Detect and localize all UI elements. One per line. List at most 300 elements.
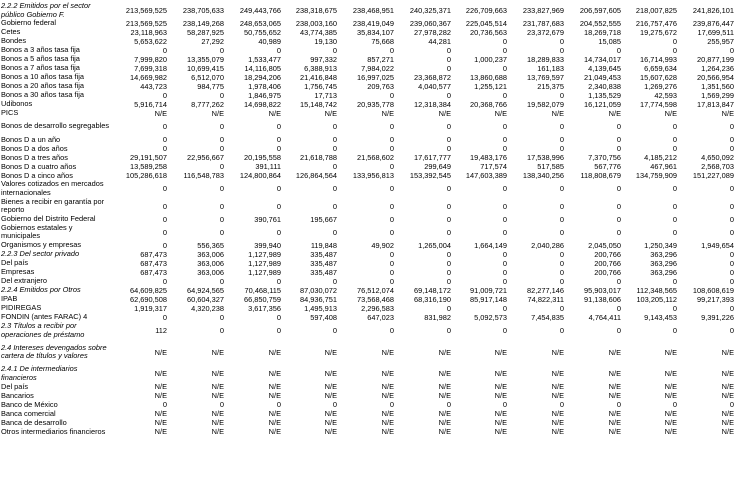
cell-value: 0 (559, 258, 564, 268)
cell-value: N/E (721, 418, 734, 428)
table-row (0, 46, 735, 55)
cell-value: N/E (324, 391, 337, 401)
cell-value: 1,351,560 (701, 82, 734, 92)
cell-value: 248,653,065 (239, 19, 281, 29)
cell-value: N/E (268, 391, 281, 401)
cell-value: 0 (389, 258, 394, 268)
cell-value: N/E (381, 427, 394, 437)
table-row (0, 400, 735, 409)
cell-value: 1,000,237 (474, 55, 507, 65)
cell-value: 0 (276, 227, 281, 237)
cell-value: 997,332 (310, 55, 337, 65)
cell-value: 363,296 (650, 267, 677, 277)
cell-value: N/E (381, 382, 394, 392)
cell-value: N/E (154, 369, 167, 379)
cell-value: 0 (502, 46, 507, 56)
cell-value: 0 (672, 326, 677, 336)
cell-value: 0 (332, 184, 337, 194)
cell-value: 0 (672, 46, 677, 56)
cell-value: N/E (268, 409, 281, 419)
cell-value: N/E (438, 109, 451, 119)
cell-value: 0 (446, 46, 451, 56)
cell-value: 0 (729, 214, 734, 224)
table-row (0, 2, 735, 19)
cell-value: 20,566,954 (697, 73, 734, 83)
cell-value: N/E (551, 418, 564, 428)
cell-value: 0 (672, 276, 677, 286)
cell-value: 0 (219, 214, 224, 224)
row-label: Bonos D a cuatro años (1, 162, 77, 171)
cell-value: 29,191,507 (130, 153, 167, 163)
cell-value: 1,135,529 (588, 91, 621, 101)
table-row (0, 365, 735, 382)
cell-value: 363,006 (197, 258, 224, 268)
cell-value: N/E (154, 391, 167, 401)
cell-value: 0 (672, 135, 677, 145)
table-row (0, 162, 735, 171)
cell-value: 0 (446, 55, 451, 65)
cell-value: N/E (154, 109, 167, 119)
cell-value: 49,902 (371, 240, 394, 250)
row-label: Bienes a recibir en garantía por reporto (1, 197, 105, 215)
cell-value: 14,669,982 (130, 73, 167, 83)
cell-value: N/E (438, 391, 451, 401)
cell-value: N/E (608, 409, 621, 419)
cell-value: 1,846,975 (248, 91, 281, 101)
cell-value: N/E (154, 418, 167, 428)
cell-value: 82,277,146 (527, 285, 564, 295)
row-label: Bonos a 3 años tasa fija (1, 46, 80, 55)
cell-value: 13,355,079 (187, 55, 224, 65)
cell-value: 10,699,415 (187, 64, 224, 74)
cell-value: 35,834,107 (357, 28, 394, 38)
table-row (0, 55, 735, 64)
cell-value: 0 (672, 227, 677, 237)
cell-value: N/E (551, 409, 564, 419)
cell-value: 0 (502, 400, 507, 410)
cell-value: N/E (721, 109, 734, 119)
cell-value: N/E (494, 391, 507, 401)
cell-value: 0 (446, 303, 451, 313)
cell-value: 4,650,092 (701, 153, 734, 163)
cell-value: 5,916,714 (134, 100, 167, 110)
row-label: Bonos a 10 años tasa fija (1, 73, 84, 82)
cell-value: 231,787,683 (522, 19, 564, 29)
table-row (0, 409, 735, 418)
cell-value: 50,755,652 (244, 28, 281, 38)
cell-value: 0 (446, 201, 451, 211)
table-row (0, 313, 735, 322)
cell-value: N/E (211, 418, 224, 428)
cell-value: 240,325,371 (409, 6, 451, 16)
cell-value: 70,468,115 (244, 285, 281, 295)
cell-value: 215,375 (537, 82, 564, 92)
cell-value: 0 (672, 214, 677, 224)
cell-value: N/E (608, 369, 621, 379)
cell-value: 17,617,777 (414, 153, 451, 163)
row-label: Bondes (1, 37, 27, 46)
cell-value: 0 (219, 162, 224, 172)
cell-value: 0 (446, 91, 451, 101)
cell-value: 0 (559, 214, 564, 224)
row-label: Organismos y empresas (1, 240, 82, 250)
cell-value: 226,709,663 (465, 6, 507, 16)
cell-value: 20,935,778 (357, 100, 394, 110)
cell-value: 238,318,675 (295, 6, 337, 16)
table-row (0, 382, 735, 391)
cell-value: 0 (276, 400, 281, 410)
cell-value: N/E (608, 427, 621, 437)
cell-value: 12,318,384 (414, 100, 451, 110)
cell-value: 238,003,160 (295, 19, 337, 29)
cell-value: 597,408 (310, 312, 337, 322)
cell-value: 0 (559, 400, 564, 410)
cell-value: N/E (494, 427, 507, 437)
cell-value: N/E (211, 347, 224, 357)
row-label: Valores cotizados en mercados internacionales (1, 180, 104, 197)
cell-value: 7,454,835 (531, 312, 564, 322)
cell-value: 4,764,411 (588, 312, 621, 322)
cell-value: 85,917,148 (470, 294, 507, 304)
cell-value: 14,734,017 (584, 55, 621, 65)
cell-value: N/E (154, 382, 167, 392)
cell-value: N/E (664, 369, 677, 379)
cell-value: 0 (446, 249, 451, 259)
cell-value: 0 (162, 312, 167, 322)
cell-value: 239,876,447 (692, 19, 734, 29)
cell-value: 0 (502, 144, 507, 154)
cell-value: N/E (494, 382, 507, 392)
cell-value: 0 (502, 122, 507, 132)
cell-value: 0 (219, 276, 224, 286)
cell-value: 0 (276, 122, 281, 132)
row-label: Bonos a 5 años tasa fija (1, 55, 80, 64)
cell-value: N/E (551, 382, 564, 392)
cell-value: 1,949,654 (701, 240, 734, 250)
cell-value: 0 (389, 135, 394, 145)
row-label: FONDIN (antes FARAC) 4 (1, 312, 88, 322)
cell-value: 0 (616, 201, 621, 211)
row-label: Gobiernos estatales y municipales (1, 223, 73, 241)
cell-value: 7,999,820 (134, 55, 167, 65)
cell-value: 75,668 (371, 37, 394, 47)
cell-value: 60,604,327 (187, 294, 224, 304)
cell-value: 74,822,311 (527, 294, 564, 304)
cell-value: 399,940 (254, 240, 281, 250)
cell-value: 0 (616, 122, 621, 132)
cell-value: N/E (438, 418, 451, 428)
cell-value: 0 (729, 227, 734, 237)
cell-value: N/E (381, 391, 394, 401)
cell-value: 0 (389, 276, 394, 286)
row-label: 2.3 Títulos a recibir por operaciones de préstamo (1, 321, 85, 339)
cell-value: 21,049,453 (584, 73, 621, 83)
cell-value: 4,185,212 (644, 153, 677, 163)
cell-value: 16,121,059 (584, 100, 621, 110)
cell-value: 1,533,477 (248, 55, 281, 65)
cell-value: 21,568,602 (357, 153, 394, 163)
cell-value: N/E (268, 382, 281, 392)
cell-value: 99,217,393 (697, 294, 734, 304)
row-label: 2.2.4 Emitidos por Otros (1, 285, 81, 295)
cell-value: 0 (502, 135, 507, 145)
table-row (0, 224, 735, 241)
row-label: Cetes (1, 28, 21, 37)
cell-value: 1,265,004 (418, 240, 451, 250)
cell-value: N/E (268, 369, 281, 379)
cell-value: 0 (502, 249, 507, 259)
cell-value: N/E (381, 109, 394, 119)
cell-value: 21,618,788 (300, 153, 337, 163)
cell-value: 0 (729, 326, 734, 336)
cell-value: 0 (559, 91, 564, 101)
cell-value: 147,603,389 (465, 171, 507, 181)
cell-value: 363,296 (650, 249, 677, 259)
cell-value: 42,593 (654, 91, 677, 101)
cell-value: 0 (559, 326, 564, 336)
cell-value: 4,320,238 (191, 303, 224, 313)
table-row (0, 28, 735, 37)
cell-value: 0 (276, 46, 281, 56)
cell-value: 112 (155, 326, 167, 336)
cell-value: 687,473 (140, 267, 167, 277)
cell-value: 0 (559, 227, 564, 237)
cell-value: 249,443,766 (239, 6, 281, 16)
row-label: Bonos D a un año (1, 135, 61, 144)
cell-value: 161,183 (537, 64, 564, 74)
cell-value: 84,936,751 (300, 294, 337, 304)
cell-value: N/E (211, 369, 224, 379)
cell-value: 0 (729, 276, 734, 286)
cell-value: 6,659,634 (644, 64, 677, 74)
cell-value: 213,569,525 (125, 19, 167, 29)
cell-value: 0 (446, 122, 451, 132)
cell-value: N/E (381, 409, 394, 419)
cell-value: 14,698,822 (244, 100, 281, 110)
cell-value: 0 (729, 184, 734, 194)
cell-value: 0 (446, 267, 451, 277)
cell-value: 0 (559, 144, 564, 154)
cell-value: 0 (219, 91, 224, 101)
cell-value: 8,777,262 (191, 100, 224, 110)
row-label: Bonos D a tres años (1, 153, 68, 162)
cell-value: 0 (332, 46, 337, 56)
cell-value: 2,296,583 (361, 303, 394, 313)
row-label: PICS (1, 109, 19, 118)
cell-value: 0 (616, 135, 621, 145)
cell-value: N/E (608, 418, 621, 428)
cell-value: 0 (446, 214, 451, 224)
row-label: Banca comercial (1, 409, 56, 418)
cell-value: N/E (381, 418, 394, 428)
cell-value: 0 (446, 326, 451, 336)
cell-value: 19,483,176 (470, 153, 507, 163)
cell-value: 91,009,721 (470, 285, 507, 295)
cell-value: 18,269,718 (584, 28, 621, 38)
cell-value: 239,060,367 (409, 19, 451, 29)
cell-value: 22,956,667 (187, 153, 224, 163)
cell-value: 21,416,848 (300, 73, 337, 83)
data-table (0, 2, 735, 436)
table-row (0, 241, 735, 250)
cell-value: 0 (389, 400, 394, 410)
cell-value: N/E (721, 382, 734, 392)
cell-value: N/E (324, 369, 337, 379)
cell-value: N/E (324, 347, 337, 357)
table-row (0, 64, 735, 73)
cell-value: 153,392,545 (409, 171, 451, 181)
cell-value: N/E (494, 347, 507, 357)
cell-value: 335,487 (310, 267, 337, 277)
cell-value: 1,495,913 (304, 303, 337, 313)
table-row (0, 304, 735, 313)
cell-value: 6,512,070 (191, 73, 224, 83)
cell-value: 0 (332, 135, 337, 145)
cell-value: 0 (559, 46, 564, 56)
cell-value: 0 (162, 135, 167, 145)
cell-value: 0 (389, 122, 394, 132)
table-row (0, 198, 735, 215)
cell-value: 0 (502, 267, 507, 277)
cell-value: 0 (616, 276, 621, 286)
cell-value: 0 (332, 227, 337, 237)
cell-value: 105,286,618 (125, 171, 167, 181)
cell-value: 0 (616, 227, 621, 237)
cell-value: 103,205,112 (636, 294, 677, 304)
cell-value: 0 (219, 400, 224, 410)
cell-value: 1,127,989 (248, 267, 281, 277)
cell-value: 0 (502, 201, 507, 211)
cell-value: 27,292 (201, 37, 224, 47)
cell-value: 2,040,286 (531, 240, 564, 250)
cell-value: N/E (721, 391, 734, 401)
cell-value: 0 (389, 326, 394, 336)
cell-value: 0 (502, 64, 507, 74)
row-label: Bonos D a cinco años (1, 171, 73, 180)
cell-value: 112,348,565 (636, 285, 677, 295)
cell-value: N/E (664, 382, 677, 392)
cell-value: 0 (729, 46, 734, 56)
cell-value: 0 (219, 184, 224, 194)
cell-value: 0 (446, 135, 451, 145)
cell-value: 20,368,766 (470, 100, 507, 110)
cell-value: N/E (494, 369, 507, 379)
cell-value: 0 (389, 144, 394, 154)
cell-value: 0 (162, 214, 167, 224)
cell-value: N/E (438, 382, 451, 392)
cell-value: N/E (438, 369, 451, 379)
cell-value: 0 (672, 122, 677, 132)
row-label: PIDIREGAS (1, 303, 42, 313)
cell-value: 151,227,089 (692, 171, 734, 181)
cell-value: 1,127,989 (248, 258, 281, 268)
row-label: Gobierno federal (1, 19, 57, 28)
cell-value: N/E (154, 347, 167, 357)
cell-value: 17,774,598 (640, 100, 677, 110)
cell-value: 0 (502, 276, 507, 286)
cell-value: 517,585 (537, 162, 564, 172)
cell-value: 238,705,633 (182, 6, 224, 16)
cell-value: 200,766 (594, 258, 621, 268)
cell-value: 118,808,679 (580, 171, 621, 181)
row-label: Empresas (1, 267, 35, 277)
cell-value: 0 (616, 46, 621, 56)
table-row (0, 82, 735, 91)
cell-value: 124,800,864 (239, 171, 281, 181)
cell-value: 200,766 (594, 249, 621, 259)
cell-value: 0 (672, 37, 677, 47)
cell-value: 0 (219, 135, 224, 145)
row-label: Gobierno del Distrito Federal (1, 214, 96, 223)
cell-value: 0 (389, 267, 394, 277)
cell-value: 0 (559, 135, 564, 145)
cell-value: 15,085 (598, 37, 621, 47)
cell-value: N/E (324, 427, 337, 437)
cell-value: N/E (664, 109, 677, 119)
cell-value: N/E (608, 347, 621, 357)
cell-value: N/E (494, 418, 507, 428)
cell-value: 0 (446, 258, 451, 268)
table-row (0, 250, 735, 259)
cell-value: 0 (729, 135, 734, 145)
cell-value: 0 (162, 227, 167, 237)
cell-value: 23,118,963 (130, 28, 167, 38)
cell-value: N/E (551, 369, 564, 379)
cell-value: 0 (559, 276, 564, 286)
cell-value: 218,007,825 (635, 6, 677, 16)
cell-value: 238,419,049 (352, 19, 394, 29)
cell-value: 1,919,317 (134, 303, 167, 313)
cell-value: 255,957 (707, 37, 734, 47)
cell-value: 0 (502, 91, 507, 101)
cell-value: 1,250,349 (644, 240, 677, 250)
cell-value: 390,761 (254, 214, 281, 224)
cell-value: 0 (332, 276, 337, 286)
cell-value: N/E (381, 347, 394, 357)
cell-value: 133,956,813 (352, 171, 394, 181)
table-row (0, 171, 735, 180)
cell-value: 2,045,050 (588, 240, 621, 250)
cell-value: 95,903,017 (584, 285, 621, 295)
cell-value: 0 (559, 249, 564, 259)
cell-value: 17,813,847 (697, 100, 734, 110)
cell-value: 3,617,356 (248, 303, 281, 313)
cell-value: 0 (729, 258, 734, 268)
table-row (0, 91, 735, 100)
cell-value: 0 (219, 201, 224, 211)
cell-value: 23,368,872 (414, 73, 451, 83)
row-label: Bonos D a dos años (1, 144, 68, 153)
cell-value: 13,589,258 (130, 162, 167, 172)
cell-value: 40,989 (258, 37, 281, 47)
cell-value: 20,195,558 (244, 153, 281, 163)
cell-value: 556,365 (197, 240, 224, 250)
cell-value: N/E (551, 391, 564, 401)
cell-value: 717,574 (480, 162, 507, 172)
cell-value: 0 (446, 64, 451, 74)
cell-value: 9,391,226 (701, 312, 734, 322)
cell-value: 0 (559, 184, 564, 194)
cell-value: 13,860,688 (470, 73, 507, 83)
cell-value: N/E (324, 109, 337, 119)
cell-value: 0 (502, 326, 507, 336)
cell-value: N/E (721, 347, 734, 357)
cell-value: 68,316,190 (414, 294, 451, 304)
cell-value: 467,961 (650, 162, 677, 172)
cell-value: 687,473 (140, 249, 167, 259)
cell-value: 0 (332, 326, 337, 336)
cell-value: N/E (664, 391, 677, 401)
